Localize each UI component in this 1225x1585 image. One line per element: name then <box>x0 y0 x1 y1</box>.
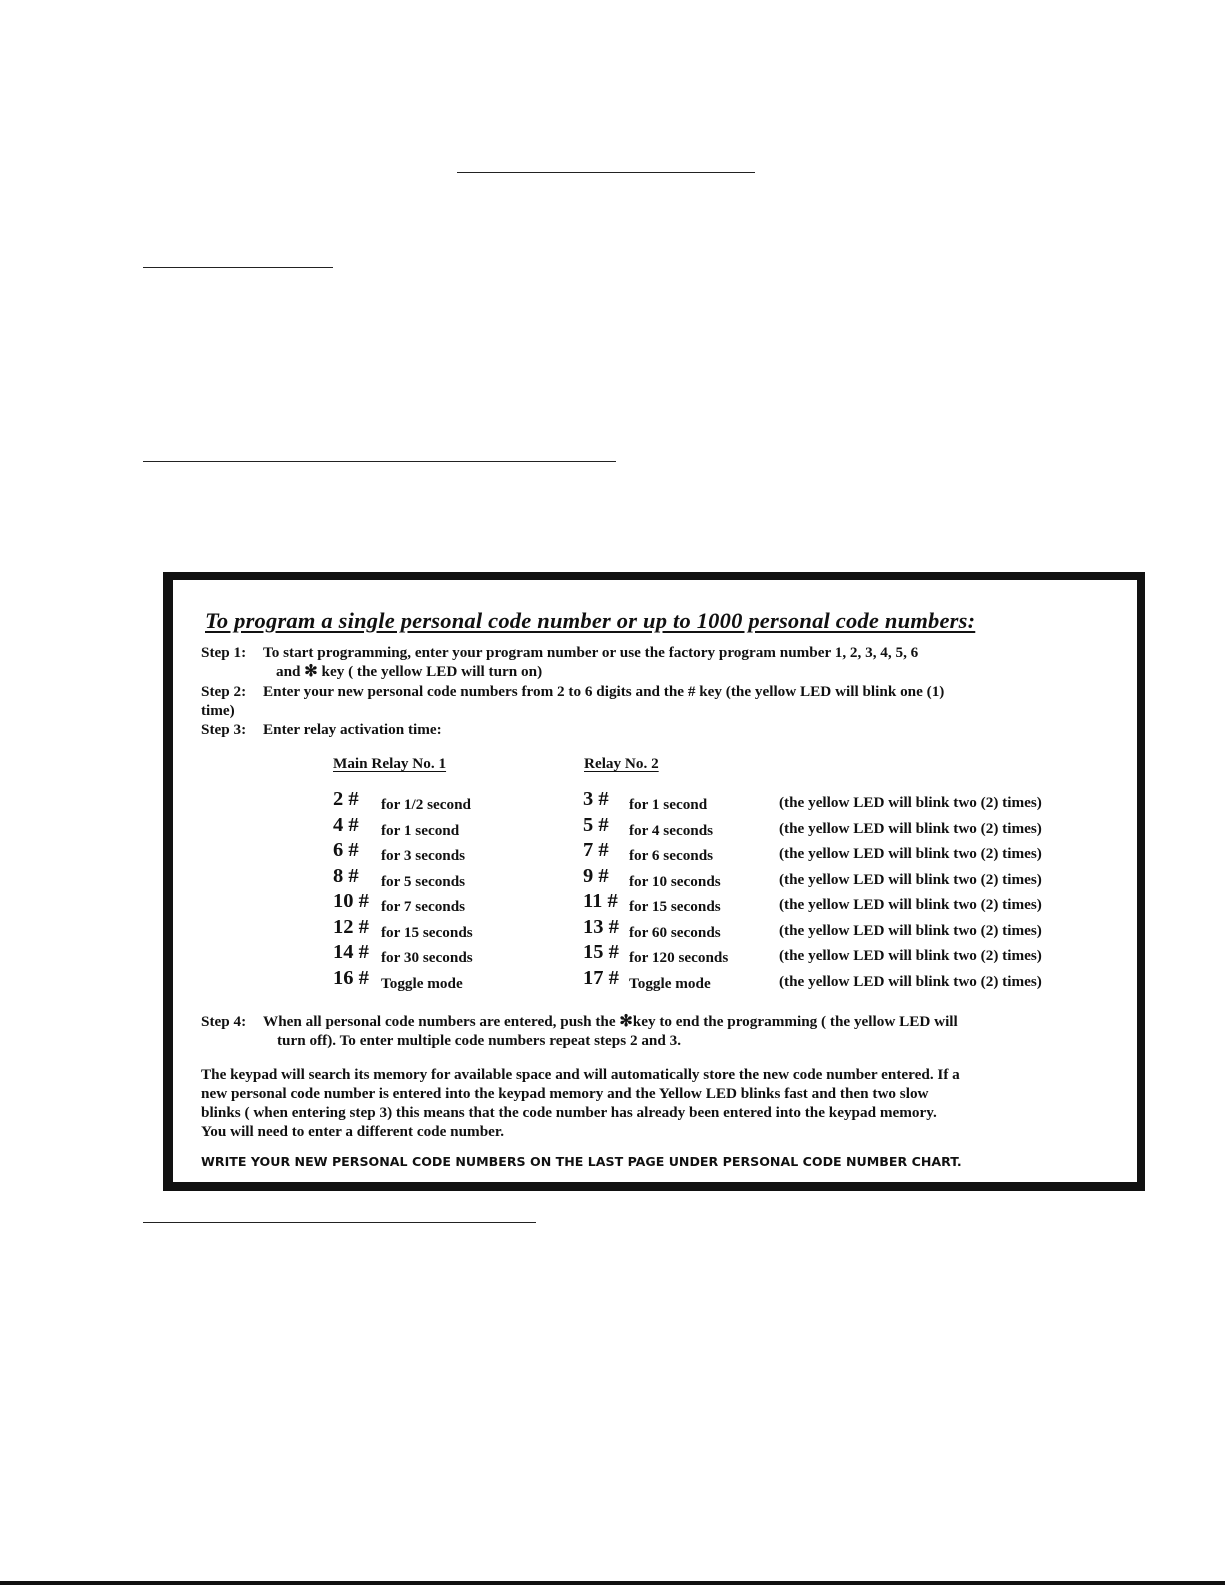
relay-2-duration: Toggle mode <box>629 974 711 992</box>
led-blink-note: (the yellow LED will blink two (2) times) <box>779 947 1042 964</box>
step-3-text: Enter relay activation time: <box>263 721 442 738</box>
page-bottom-edge <box>0 1581 1225 1585</box>
step-2-line-2: time) <box>201 702 235 719</box>
main-relay-code: 4 # <box>333 813 359 836</box>
relay-2-code: 13 # <box>583 915 619 938</box>
step-2-label: Step 2: <box>201 683 247 700</box>
step-1-text: To start programming, enter your program number or use the factory program number 1, 2, 3, 4, 5, 6 <box>263 644 919 661</box>
memory-paragraph-line: The keypad will search its memory for available space and will automatically store the new code number entered. If a <box>201 1066 960 1083</box>
asterisk-key-icon: ✻ <box>304 663 318 680</box>
asterisk-key-icon: ✻ <box>619 1013 633 1030</box>
step-2-text: Enter your new personal code numbers from 2 to 6 digits and the # key (the yellow LED will blink one (1) <box>263 683 945 700</box>
main-relay-duration: for 30 seconds <box>381 949 473 966</box>
relay-2-duration: for 15 seconds <box>629 898 721 915</box>
instructions-heading: To program a single personal code number or up to 1000 personal code numbers: <box>205 608 976 633</box>
main-relay-code: 14 # <box>333 941 369 963</box>
relay-2-duration: for 60 seconds <box>629 923 721 941</box>
memory-paragraph-line: blinks ( when entering step 3) this means that the code number has already been entered into the keypad memory. <box>201 1104 937 1121</box>
main-relay-code: 2 # <box>333 788 359 810</box>
main-relay-duration: for 3 seconds <box>381 847 466 864</box>
write-codes-note: WRITE YOUR NEW PERSONAL CODE NUMBERS ON THE LAST PAGE UNDER PERSONAL CODE NUMBER CHART. <box>201 1154 962 1169</box>
led-blink-note: (the yellow LED will blink two (2) times) <box>779 794 1042 811</box>
relay-2-code: 17 # <box>583 966 619 989</box>
relay-row <box>173 943 1119 969</box>
main-relay-code: 12 # <box>333 915 369 938</box>
relay-2-duration: for 6 seconds <box>629 847 714 864</box>
main-relay-code: 8 # <box>333 864 359 887</box>
relay-2-code: 7 # <box>583 839 609 861</box>
main-relay-duration: for 5 seconds <box>381 872 466 890</box>
section-underline-rule-3 <box>143 1222 536 1223</box>
relay-2-header: Relay No. 2 <box>584 755 659 772</box>
step-4-line-1: Step 4: When all personal code numbers are entered, push the ✻key to end the programming ( the yellow LED will <box>201 1013 958 1030</box>
section-underline-rule-2 <box>143 461 616 462</box>
relay-2-code: 5 # <box>583 813 609 836</box>
memory-paragraph-line: new personal code number is entered into the keypad memory and the Yellow LED blinks fast and then two slow <box>201 1085 929 1102</box>
led-blink-note: (the yellow LED will blink two (2) times) <box>779 972 1042 990</box>
main-relay-duration: for 15 seconds <box>381 923 473 941</box>
step-4-line-2: turn off). To enter multiple code numbers repeat steps 2 and 3. <box>277 1032 682 1049</box>
step-1-label: Step 1: <box>201 644 247 661</box>
main-relay-duration: for 1/2 second <box>381 796 471 813</box>
relay-row <box>173 915 1119 944</box>
main-relay-duration: Toggle mode <box>381 974 463 992</box>
step-1-line-2: and ✻ key ( the yellow LED will turn on) <box>276 663 543 680</box>
main-relay-duration: for 1 second <box>381 821 460 839</box>
led-blink-note: (the yellow LED will blink two (2) times) <box>779 870 1042 888</box>
relay-2-duration: for 10 seconds <box>629 872 721 890</box>
programming-instructions-box <box>163 572 1145 1191</box>
relay-2-duration: for 1 second <box>629 796 708 813</box>
memory-paragraph-line: You will need to enter a different code number. <box>201 1123 505 1140</box>
relay-2-code: 15 # <box>583 941 619 963</box>
relay-row <box>173 892 1119 918</box>
led-blink-note: (the yellow LED will blink two (2) times) <box>779 819 1042 837</box>
section-underline-rule-1 <box>143 267 333 268</box>
relay-2-code: 11 # <box>583 890 618 912</box>
step-3-line-1 <box>201 720 442 739</box>
relay-row <box>173 813 1119 842</box>
step-2-line-1 <box>201 682 944 701</box>
relay-2-duration: for 120 seconds <box>629 949 729 966</box>
main-relay-header: Main Relay No. 1 <box>333 755 447 772</box>
main-relay-code: 16 # <box>333 966 369 989</box>
relay-row <box>173 864 1119 893</box>
relay-row <box>173 790 1119 816</box>
step-3-label: Step 3: <box>201 721 247 738</box>
relay-row <box>173 966 1119 995</box>
relay-2-code: 3 # <box>583 788 609 810</box>
relay-2-duration: for 4 seconds <box>629 821 714 839</box>
main-relay-code: 10 # <box>333 890 369 912</box>
relay-row <box>173 841 1119 867</box>
relay-2-code: 9 # <box>583 864 609 887</box>
led-blink-note: (the yellow LED will blink two (2) times) <box>779 896 1042 913</box>
step-1-line-1 <box>201 643 918 662</box>
step-4-label: Step 4: <box>201 1013 247 1030</box>
main-relay-duration: for 7 seconds <box>381 898 466 915</box>
led-blink-note: (the yellow LED will blink two (2) times) <box>779 921 1042 939</box>
led-blink-note: (the yellow LED will blink two (2) times) <box>779 845 1042 862</box>
main-relay-code: 6 # <box>333 839 359 861</box>
memory-paragraph <box>201 1065 1111 1141</box>
title-underline-rule <box>457 172 755 173</box>
